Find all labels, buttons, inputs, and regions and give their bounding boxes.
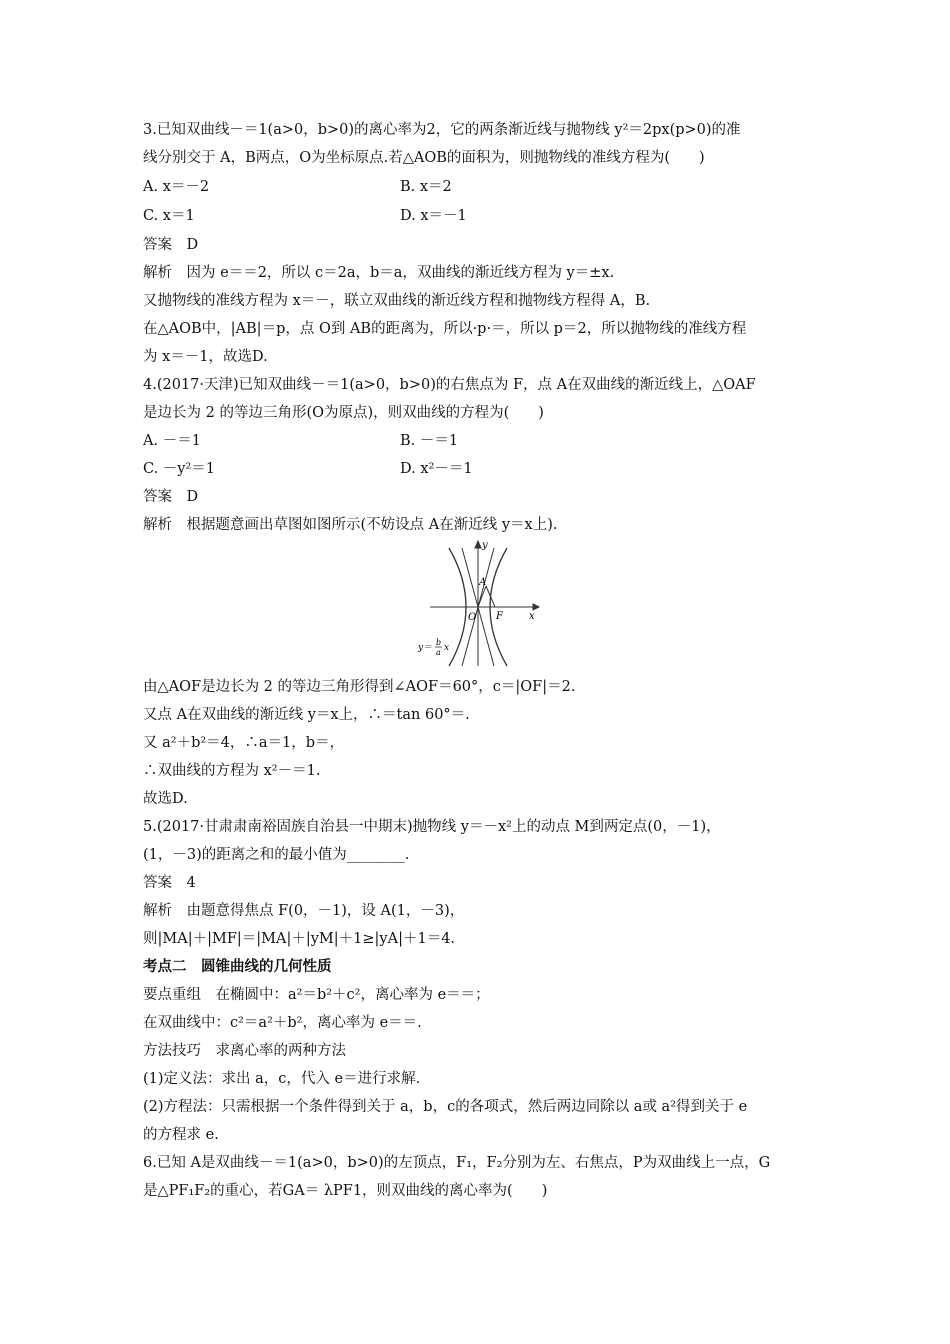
- q5-solution-2: 则|MA|＋|MF|＝|MA|＋|yM|＋1≥|yA|＋1＝4.: [143, 931, 456, 947]
- method-3: 的方程求 e.: [143, 1127, 219, 1143]
- asymptote-denominator: a: [436, 648, 441, 657]
- q3-options-cd: [143, 206, 793, 226]
- x-axis-arrow: [533, 604, 539, 610]
- hyperbola-sketch: [415, 536, 545, 671]
- q5-solution-1: 解析 由题意得焦点 F(0，－1)，设 A(1，－3)，: [143, 903, 465, 919]
- q4-solution-3: 又点 A在双曲线的渐近线 y＝x上，∴＝tan 60°＝.: [143, 707, 470, 723]
- q3-line-2: 线分别交于 A，B两点，O为坐标原点.若△AOB的面积为，则抛物线的准线方程为( ): [143, 150, 705, 166]
- q3-option-b: B. x＝2: [400, 179, 452, 195]
- q5-line-2: (1，－3)的距离之和的最小值为________.: [143, 847, 410, 863]
- segment-oa: [478, 586, 486, 607]
- q5-answer: 答案 4: [143, 875, 196, 891]
- label-x: x: [529, 611, 535, 622]
- q3-solution-3: 在△AOB中，|AB|＝p，点 O到 AB的距离为，所以·p·＝，所以 p＝2，所以抛物线的准线方程: [143, 321, 747, 337]
- method-title: 方法技巧 求离心率的两种方法: [143, 1043, 346, 1059]
- method-1: (1)定义法：求出 a，c，代入 e＝进行求解.: [143, 1071, 421, 1087]
- q3-solution-1: 解析 因为 e＝＝2，所以 c＝2a，b＝a，双曲线的渐近线方程为 y＝±x.: [143, 265, 615, 281]
- q4-solution-1: 解析 根据题意画出草图如图所示(不妨设点 A在渐近线 y＝x上).: [143, 517, 558, 533]
- q3-answer: 答案 D: [143, 237, 199, 253]
- q4-option-c: C. －y²＝1: [143, 461, 216, 477]
- q3-option-c: C. x＝1: [143, 208, 195, 224]
- method-2: (2)方程法：只需根据一个条件得到关于 a，b，c的各项式，然后两边同除以 a或 a²得到关于 e: [143, 1099, 748, 1115]
- key-points-1: 要点重组 在椭圆中：a²＝b²＋c²，离心率为 e＝＝；: [143, 987, 490, 1003]
- q3-option-d: D. x＝－1: [400, 208, 467, 224]
- q4-answer: 答案 D: [143, 489, 199, 505]
- q4-line-1: 4.(2017·天津)已知双曲线－＝1(a>0，b>0)的右焦点为 F，点 A在双曲线的渐近线上，△OAF: [143, 377, 756, 393]
- q3-options-ab: [143, 177, 793, 197]
- q4-solution-2: 由△AOF是边长为 2 的等边三角形得到∠AOF＝60°，c＝|OF|＝2.: [143, 679, 576, 695]
- label-a: A: [479, 577, 487, 588]
- q4-solution-6: 故选D.: [143, 791, 188, 807]
- q4-option-b: B. －＝1: [400, 433, 459, 449]
- q4-option-d: D. x²－＝1: [400, 461, 473, 477]
- q3-line-1: 3.已知双曲线－＝1(a>0，b>0)的离心率为2，它的两条渐近线与抛物线 y²＝2px(p>0)的准: [143, 122, 741, 138]
- asymptote-label: y＝: [418, 643, 433, 653]
- q4-solution-4: 又 a²＋b²＝4，∴a＝1，b＝，: [143, 735, 345, 751]
- q4-options-cd: [143, 459, 793, 479]
- label-f: F: [496, 611, 503, 622]
- q5-line-1: 5.(2017·甘肃肃南裕固族自治县一中期末)抛物线 y＝－x²上的动点 M到两定点(0，－1)，: [143, 819, 721, 835]
- label-y: y: [482, 540, 488, 551]
- q4-line-2: 是边长为 2 的等边三角形(O为原点)，则双曲线的方程为( ): [143, 405, 544, 421]
- label-o: O: [468, 612, 477, 623]
- q3-solution-2: 又抛物线的准线方程为 x＝－，联立双曲线的渐近线方程和抛物线方程得 A，B.: [143, 293, 651, 309]
- key-points-2: 在双曲线中：c²＝a²＋b²，离心率为 e＝＝.: [143, 1015, 422, 1031]
- q6-line-1: 6.已知 A是双曲线－＝1(a>0，b>0)的左顶点，F₁，F₂分别为左、右焦点，P为双曲线上一点，G: [143, 1155, 771, 1171]
- section-title: 考点二 圆锥曲线的几何性质: [143, 959, 332, 975]
- q4-option-a: A. －＝1: [143, 433, 201, 449]
- asymptote-numerator: b: [436, 638, 442, 647]
- y-axis-arrow: [475, 541, 481, 548]
- q6-line-2: 是△PF₁F₂的重心，若GA＝ λPF1，则双曲线的离心率为( ): [143, 1183, 548, 1199]
- q3-solution-4: 为 x＝－1，故选D.: [143, 349, 268, 365]
- q4-solution-5: ∴双曲线的方程为 x²－＝1.: [143, 763, 321, 779]
- q3-option-a: A. x＝－2: [143, 179, 210, 195]
- q4-options-ab: [143, 431, 793, 451]
- asymptote-variable: x: [444, 643, 450, 653]
